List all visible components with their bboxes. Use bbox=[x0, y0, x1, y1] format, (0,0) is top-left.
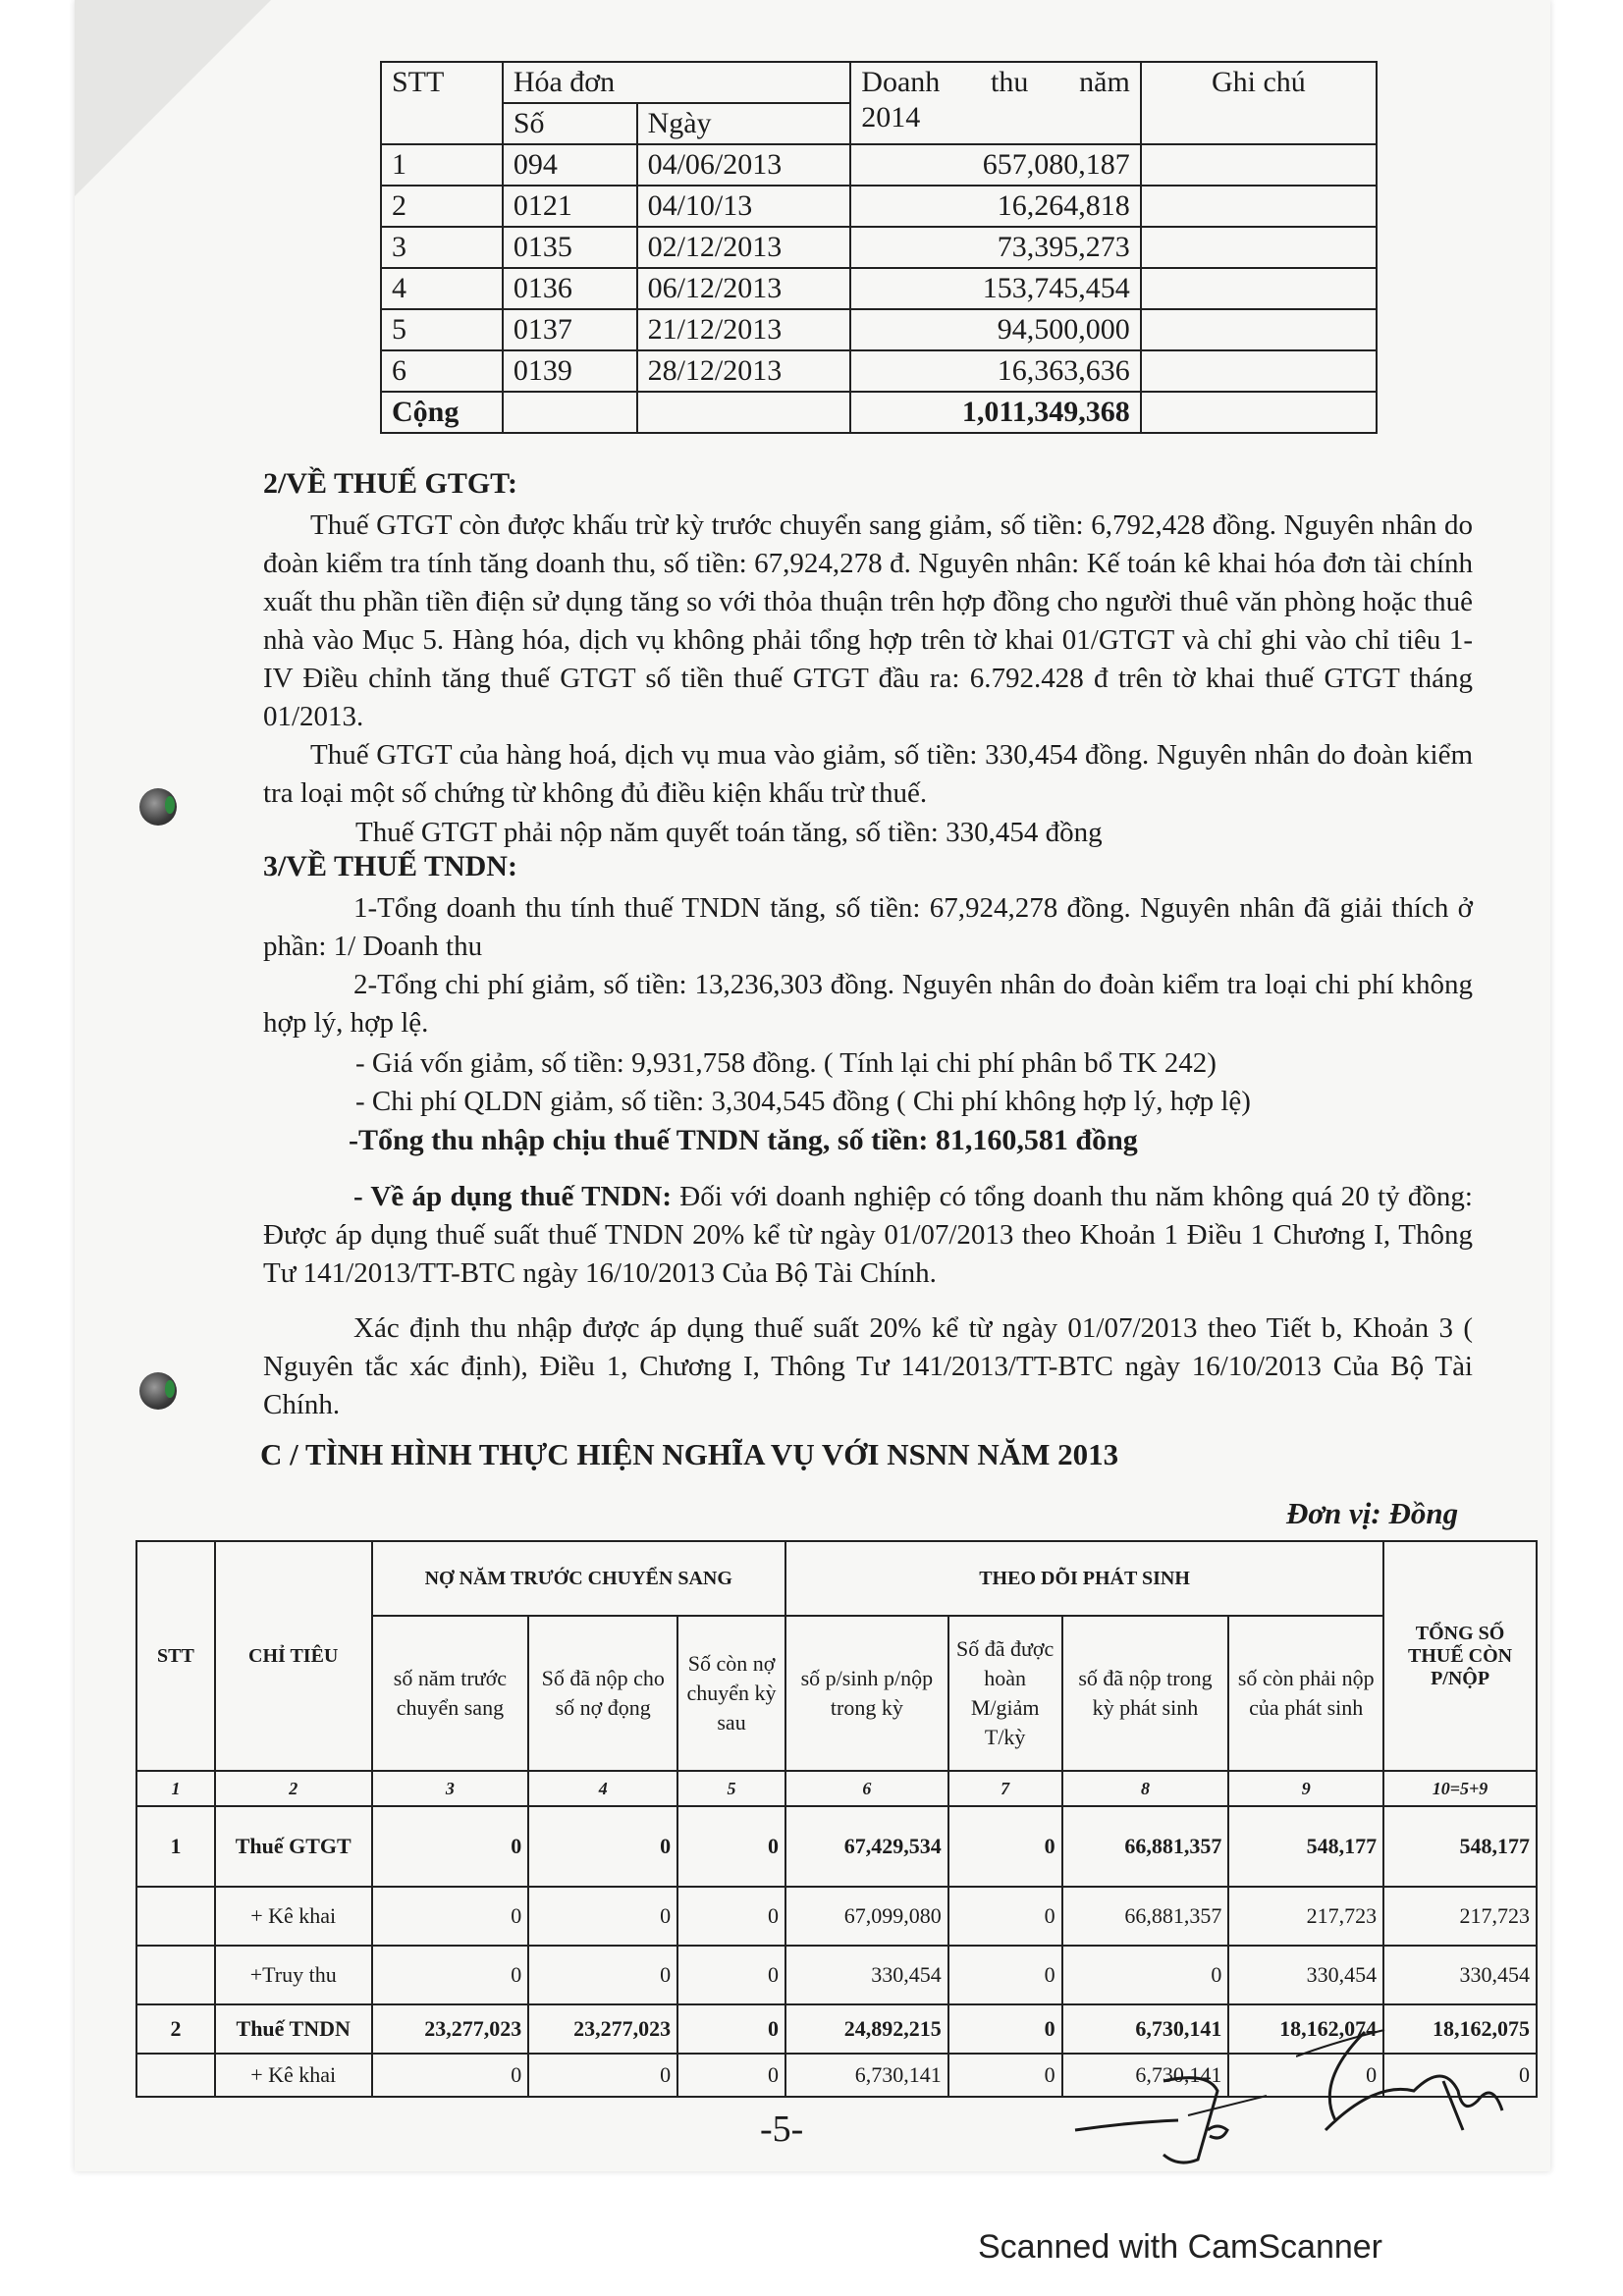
header-stt: STT bbox=[381, 62, 503, 144]
header-ngay: Ngày bbox=[637, 103, 851, 144]
table-row: 1 Thuế GTGT 0 0 0 67,429,534 0 66,881,357 548,177 548,177 bbox=[136, 1806, 1537, 1887]
header-no-nam-truoc: NỢ NĂM TRƯỚC CHUYỂN SANG bbox=[372, 1541, 785, 1616]
section-c-heading: C / TÌNH HÌNH THỰC HIỆN NGHĨA VỤ VỚI NSNN NĂM 2013 bbox=[260, 1437, 1119, 1471]
punch-hole-icon bbox=[139, 788, 177, 826]
page-number: -5- bbox=[760, 2109, 804, 2150]
header-doanh-thu: Doanh thu năm 2014 bbox=[850, 62, 1141, 144]
table-row: 2 Thuế TNDN 23,277,023 23,277,023 0 24,892,215 0 6,730,141 18,162,074 18,162,075 bbox=[136, 2004, 1537, 2054]
signature-left bbox=[1070, 2061, 1296, 2169]
gtgt-line-3: Thuế GTGT phải nộp năm quyết toán tăng, số tiền: 330,454 đồng bbox=[355, 817, 1103, 848]
table-row: 5 0137 21/12/2013 94,500,000 bbox=[381, 309, 1377, 350]
tndn-paragraph-2: 2-Tổng chi phí giảm, số tiền: 13,236,303 đồng. Nguyên nhân do đoàn kiểm tra loại chi phí không hợp lý, hợp lệ. bbox=[263, 969, 1473, 1039]
table-total-row: Cộng 1,011,349,368 bbox=[381, 392, 1377, 433]
tndn-paragraph-last: Xác định thu nhập được áp dụng thuế suất 20% kể từ ngày 01/07/2013 theo Tiết b, Khoản 3 ( Nguyên tắc xác định), Điều 1, Chương I, Thông Tư 141/2013/TT-BTC ngày 16/10/2013 Của Bộ Tài Chính. bbox=[263, 1312, 1473, 1420]
gtgt-paragraph-1: Thuế GTGT còn được khấu trừ kỳ trước chuyển sang giảm, số tiền: 6,792,428 đồng. Nguyên nhân do đoàn kiểm tra tính tăng doanh thu, số tiền: 67,924,278 đ. Nguyên nhân: Kế toán kê khai hóa đơn tài chính xuất thu phần tiền điện sử dụng tăng so với thỏa thuận trên hợp đồng cho người thuê văn phòng hoặc thuê nhà vào Mục 5. Hàng hóa, dịch vụ không phải tổng hợp trên tờ khai 01/GTGT và chỉ ghi vào chỉ tiêu 1-IV Điều chỉnh tăng thuế GTGT số tiền thuế GTGT đầu ra: 6.792.428 đ trên tờ khai thuế GTGT tháng 01/2013. bbox=[263, 509, 1473, 732]
unit-label: Đơn vị: Đồng bbox=[1286, 1496, 1459, 1530]
punch-hole-icon bbox=[139, 1372, 177, 1410]
camscanner-watermark: Scanned with CamScanner bbox=[978, 2228, 1383, 2266]
tndn-item-1: - Giá vốn giảm, số tiền: 9,931,758 đồng. ( Tính lại chi phí phân bổ TK 242) bbox=[355, 1047, 1217, 1079]
table-row: 3 0135 02/12/2013 73,395,273 bbox=[381, 227, 1377, 268]
obligation-table: STT CHỈ TIÊU NỢ NĂM TRƯỚC CHUYỂN SANG THEO DÕI PHÁT SINH TỔNG SỐ THUẾ CÒN P/NỘP số năm trước chuyển sang Số đã nộp cho số nợ đọng Số còn nợ chuyển kỳ sau số p/sinh p/nộp trong kỳ Số đã được hoàn M/giảm T/kỳ số đã nộp trong kỳ phát sinh số còn phải nộp của phát sinh 1 2 3 4 5 6 7 8 9 10=5+9 1 Thuế GTGT 0 0 0 67,429,534 0 66,881,357 548,177 548,177 + Kê khai 0 0 0 67,099,080 0 66,881,357 217,723 217,723 +Truy thu 0 0 0 330,454 0 0 330,454 330,454 2 Thuế TNDN 23,277,023 23,277,023 0 24,892,215 0 6,730,141 18,162,074 18,162,075 + Kê khai 0 0 0 6,730,141 0 6,730,141 0 0 bbox=[135, 1540, 1538, 2098]
table-row: 2 0121 04/10/13 16,264,818 bbox=[381, 186, 1377, 227]
tndn-item-2: - Chi phí QLDN giảm, số tiền: 3,304,545 đồng ( Chi phí không hợp lý, hợp lệ) bbox=[355, 1086, 1251, 1117]
gtgt-paragraph-2: Thuế GTGT của hàng hoá, dịch vụ mua vào giảm, số tiền: 330,454 đồng. Nguyên nhân do đoàn kiểm tra loại một số chứng từ không đủ điều kiện khấu trừ thuế. bbox=[263, 739, 1473, 809]
table-row: +Truy thu 0 0 0 330,454 0 0 330,454 330,454 bbox=[136, 1946, 1537, 2004]
table-row: 1 094 04/06/2013 657,080,187 bbox=[381, 144, 1377, 186]
column-index-row: 1 2 3 4 5 6 7 8 9 10=5+9 bbox=[136, 1771, 1537, 1806]
gtgt-heading: 2/VỀ THUẾ GTGT: bbox=[263, 467, 517, 500]
header-stt: STT bbox=[136, 1541, 215, 1771]
header-ghi-chu: Ghi chú bbox=[1141, 62, 1377, 144]
table-row: 4 0136 06/12/2013 153,745,454 bbox=[381, 268, 1377, 309]
signature-right bbox=[1296, 2022, 1532, 2150]
page-fold-corner bbox=[75, 0, 271, 196]
header-so: Số bbox=[503, 103, 637, 144]
header-tong-so: TỔNG SỐ THUẾ CÒN P/NỘP bbox=[1383, 1541, 1537, 1771]
header-theo-doi-phat-sinh: THEO DÕI PHÁT SINH bbox=[785, 1541, 1383, 1616]
tndn-total-line: -Tổng thu nhập chịu thuế TNDN tăng, số tiền: 81,160,581 đồng bbox=[349, 1124, 1138, 1156]
header-chi-tieu: CHỈ TIÊU bbox=[215, 1541, 372, 1771]
table-row: 6 0139 28/12/2013 16,363,636 bbox=[381, 350, 1377, 392]
invoice-table bbox=[380, 61, 1378, 434]
tndn-heading: 3/VỀ THUẾ TNDN: bbox=[263, 850, 517, 882]
tndn-paragraph-1: 1-Tổng doanh thu tính thuế TNDN tăng, số tiền: 67,924,278 đồng. Nguyên nhân đã giải thích ở phần: 1/ Doanh thu bbox=[263, 892, 1473, 962]
table-row: + Kê khai 0 0 0 6,730,141 0 6,730,141 0 0 bbox=[136, 2054, 1537, 2097]
header-hoa-don: Hóa đơn bbox=[503, 62, 850, 103]
tndn-apply-paragraph: - Về áp dụng thuế TNDN: Đối với doanh nghiệp có tổng doanh thu năm không quá 20 tỷ đồng: Được áp dụng thuế suất thuế TNDN 20% kể từ ngày 01/07/2013 theo Khoản 1 Điều 1 Chương I, Thông Tư 141/2013/TT-BTC ngày 16/10/2013 Của Bộ Tài Chính. bbox=[263, 1181, 1473, 1289]
table-row: + Kê khai 0 0 0 67,099,080 0 66,881,357 217,723 217,723 bbox=[136, 1887, 1537, 1946]
